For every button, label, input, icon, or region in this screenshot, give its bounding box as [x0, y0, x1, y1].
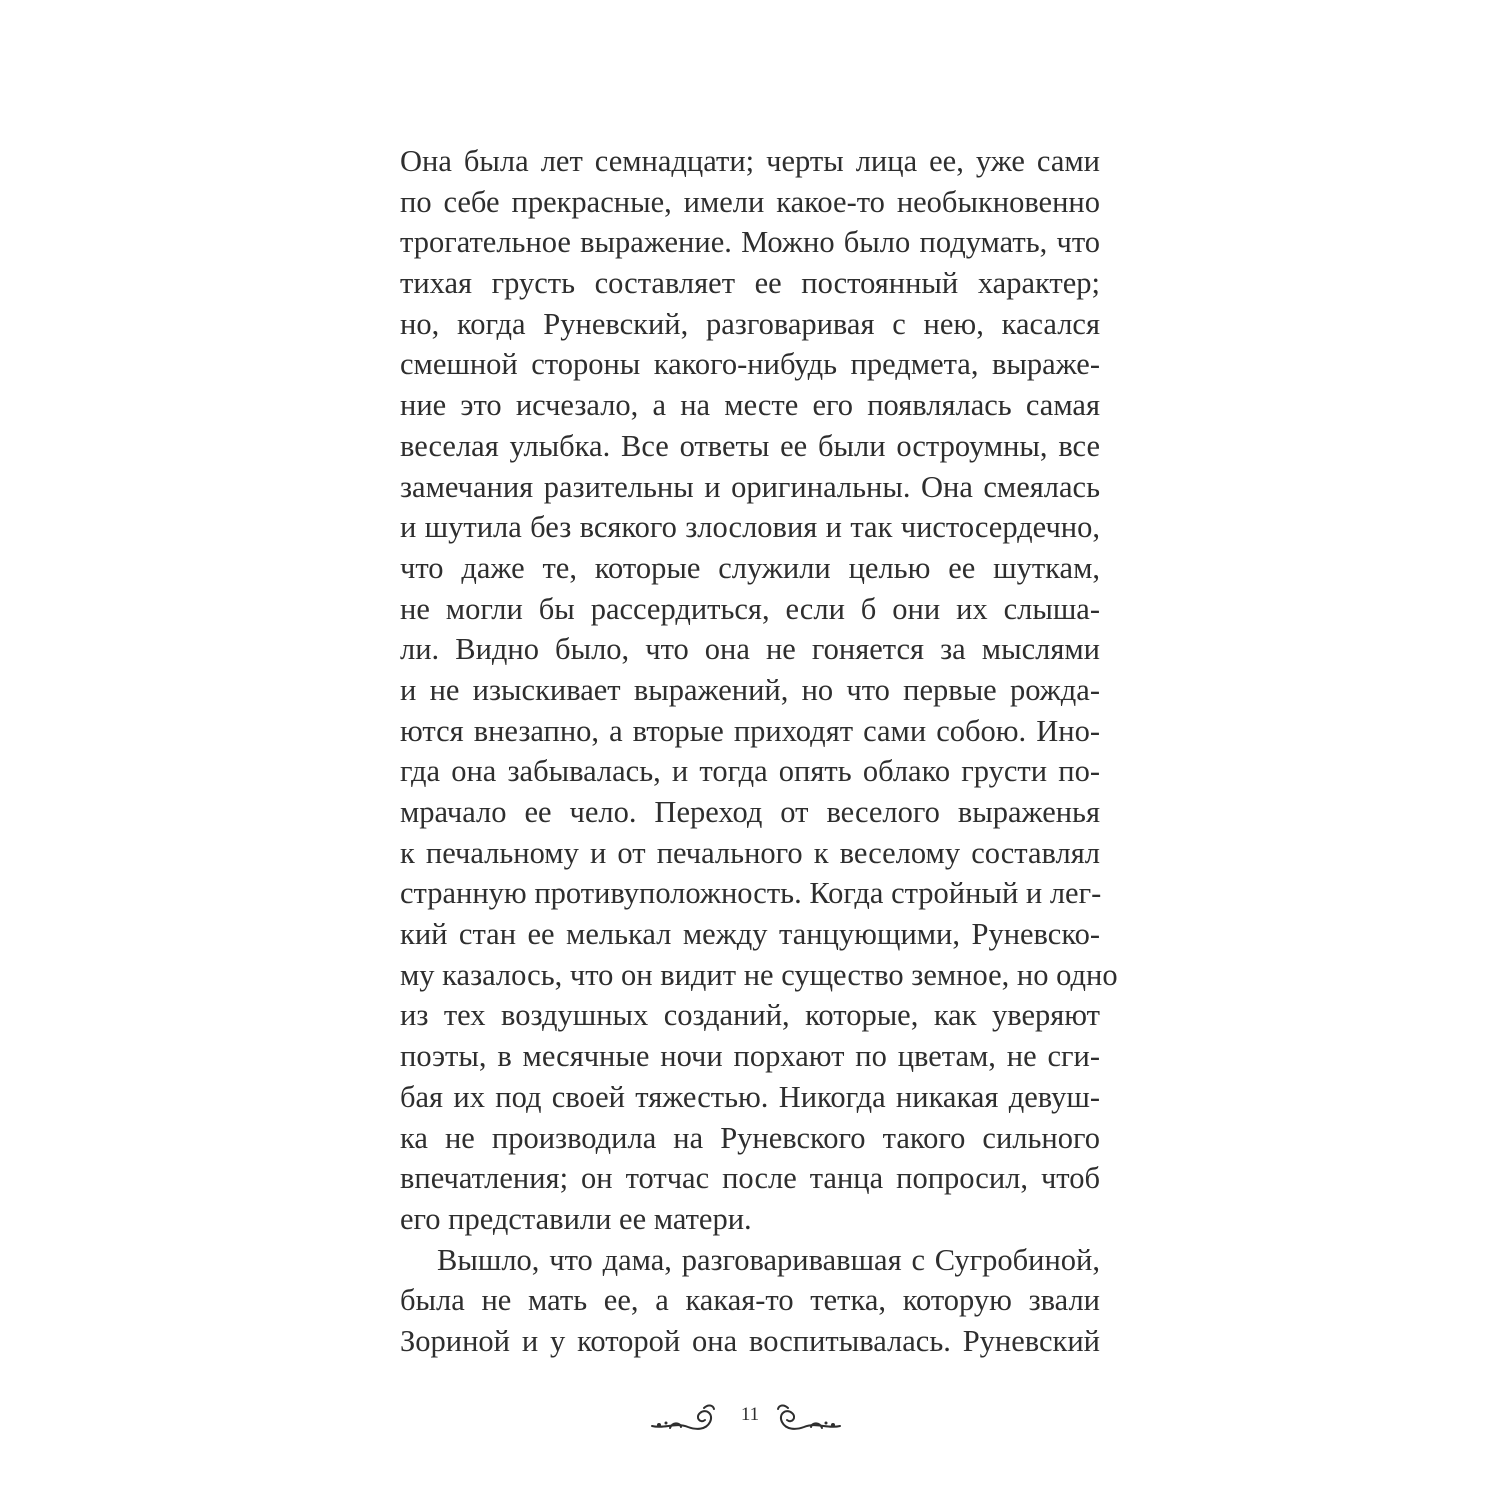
text-line: но, когда Руневский, разговаривая с нею, касался — [400, 306, 1100, 341]
text-line: ка не производила на Руневского такого сильного — [400, 1120, 1100, 1155]
text-line: Зориной и у которой она воспитывалась. Руневский — [400, 1323, 1100, 1358]
text-line: его представили ее матери. — [400, 1201, 752, 1236]
text-line: тихая грусть составляет ее постоянный характер; — [400, 266, 1100, 301]
text-line: была не мать ее, а какая-то тетка, которую звали — [400, 1283, 1100, 1318]
text-line: ли. Видно было, что она не гоняется за мыслями — [400, 632, 1100, 667]
text-line: и не изыскивает выражений, но что первые рожда- — [400, 672, 1100, 707]
page-footer — [650, 1400, 850, 1436]
text-line: трогательное выражение. Можно было подумать, что — [400, 225, 1100, 260]
text-line: кий стан ее мелькал между танцующими, Руневско- — [400, 917, 1100, 952]
flourish-ornament-icon — [770, 1402, 842, 1441]
text-line: Вышло, что дама, разговаривавшая с Сугробиной, — [437, 1242, 1100, 1277]
text-line: по себе прекрасные, имели какое-то необыкновенно — [400, 184, 1100, 219]
text-line: ются внезапно, а вторые приходят сами собою. Ино- — [400, 713, 1100, 748]
text-line: к печальному и от печального к веселому составлял — [400, 835, 1100, 870]
text-line: замечания разительны и оригинальны. Она смеялась — [400, 469, 1100, 504]
text-line: гда она забывалась, и тогда опять облако грусти по- — [400, 754, 1100, 789]
body-text — [400, 141, 1118, 1362]
text-line: Она была лет семнадцати; черты лица ее, уже сами — [400, 144, 1100, 178]
text-line: веселая улыбка. Все ответы ее были остроумны, все — [400, 428, 1100, 463]
text-line: смешной стороны какого-нибудь предмета, выраже- — [400, 347, 1100, 382]
text-line: странную противуположность. Когда стройный и лег- — [400, 876, 1102, 911]
text-line: мрачало ее чело. Переход от веселого выраженья — [400, 795, 1100, 829]
paragraph-2 — [400, 1240, 1100, 1362]
text-line: впечатления; он тотчас после танца попросил, чтоб — [400, 1161, 1100, 1196]
page-number: 11 — [740, 1404, 760, 1425]
text-line: поэты, в месячные ночи порхают по цветам, не сги- — [400, 1039, 1100, 1074]
text-line: му казалось, что он видит не существо земное, но одно — [400, 957, 1118, 992]
text-line: не могли бы рассердиться, если б они их слыша- — [400, 591, 1100, 626]
paragraph-1 — [400, 141, 1118, 1240]
text-line: что даже те, которые служили целью ее шуткам, — [400, 550, 1100, 585]
text-line: бая их под своей тяжестью. Никогда никакая девуш- — [400, 1079, 1100, 1114]
flourish-ornament-icon — [650, 1402, 722, 1441]
text-line: и шутила без всякого злословия и так чистосердечно, — [400, 510, 1100, 545]
text-line: из тех воздушных созданий, которые, как уверяют — [400, 998, 1100, 1033]
text-line: ние это исчезало, а на месте его появлялась самая — [400, 388, 1100, 423]
